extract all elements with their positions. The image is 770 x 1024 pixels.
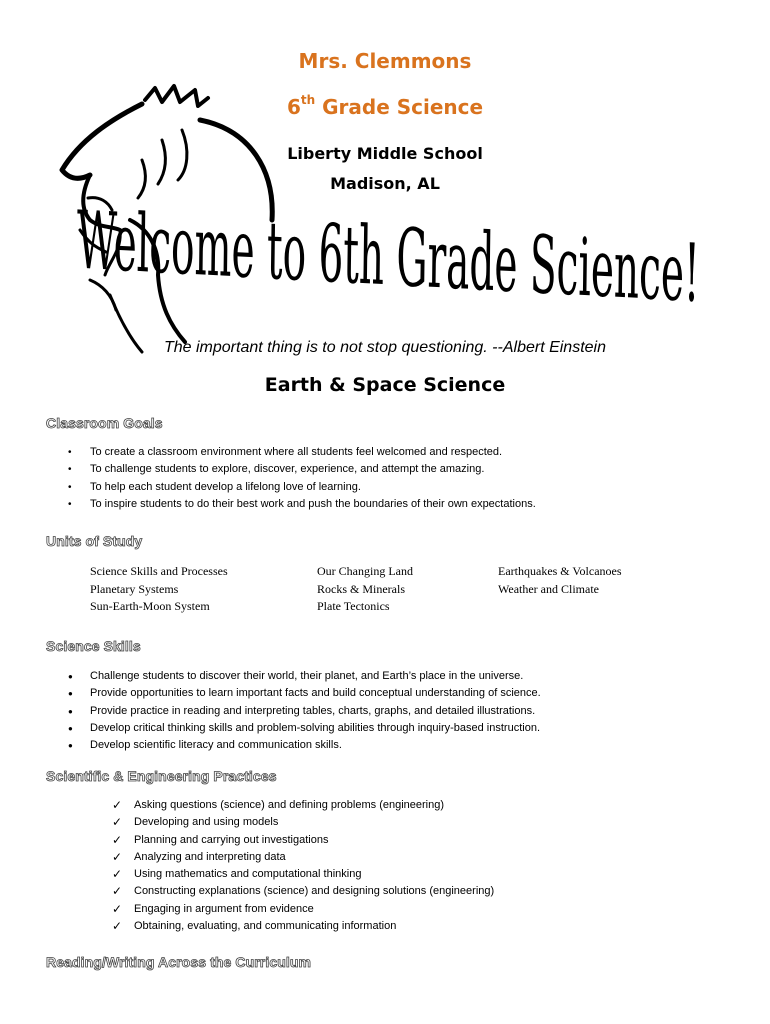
classroom-goals-heading: Classroom Goals [46, 415, 163, 431]
teacher-name: Mrs. Clemmons [298, 49, 472, 73]
units-column-2 [317, 563, 413, 616]
list-item: ✓ Developing and using models [112, 814, 494, 831]
unit-item: Rocks & Minerals [317, 581, 405, 596]
list-item: • To help each student develop a lifelong love of learning. [68, 479, 536, 496]
unit-item: Science Skills and Processes [90, 564, 228, 578]
unit-item: Our Changing Land [317, 564, 413, 578]
list-item: ✓ Engaging in argument from evidence [112, 901, 494, 918]
units-of-study-heading: Units of Study [46, 533, 143, 549]
grade-ordinal-suffix: th [300, 93, 316, 107]
unit-item: Earthquakes & Volcanoes [498, 564, 622, 578]
list-item: ✓ Using mathematics and computational thinking [112, 866, 494, 883]
grade-subject-text: Grade Science [315, 95, 484, 119]
list-item: ✓ Constructing explanations (science) and designing solutions (engineering) [112, 883, 494, 900]
list-item: ✓ Obtaining, evaluating, and communicating information [112, 918, 494, 935]
practices-list [112, 797, 494, 935]
list-item: ● Develop scientific literacy and communication skills. [68, 737, 541, 754]
welcome-banner-text: Welcome to 6th Grade Science! [76, 193, 701, 321]
list-item: • To create a classroom environment where all students feel welcomed and respected. [68, 444, 536, 461]
grade-subject-title [0, 95, 770, 119]
course-title: Earth & Space Science [264, 374, 506, 396]
welcome-banner [76, 193, 701, 321]
unit-item: Plate Tectonics [317, 599, 390, 613]
science-skills-list [68, 668, 541, 754]
classroom-goals-list [68, 444, 536, 513]
list-item: ● Provide opportunities to learn important facts and build conceptual understanding of science. [68, 685, 541, 702]
school-location: Madison, AL [330, 174, 440, 193]
unit-item: Planetary Systems [90, 581, 179, 596]
unit-item: Weather and Climate [498, 581, 599, 596]
list-item: ● Develop critical thinking skills and problem-solving abilities through inquiry-based instruction. [68, 720, 541, 737]
list-item: ✓ Planning and carrying out investigations [112, 832, 494, 849]
list-item: • To challenge students to explore, discover, experience, and attempt the amazing. [68, 461, 536, 478]
school-name: Liberty Middle School [287, 144, 483, 163]
list-item: ● Challenge students to discover their world, their planet, and Earth’s place in the universe. [68, 668, 541, 685]
units-column-1 [90, 563, 228, 616]
list-item: ✓ Asking questions (science) and defining problems (engineering) [112, 797, 494, 814]
reading-writing-heading: Reading/Writing Across the Curriculum [46, 954, 312, 970]
einstein-quote: The important thing is to not stop questioning. --Albert Einstein [163, 339, 606, 356]
list-item: • To inspire students to do their best work and push the boundaries of their own expectations. [68, 496, 536, 513]
practices-heading: Scientific & Engineering Practices [46, 768, 277, 784]
unit-item: Sun-Earth-Moon System [90, 599, 210, 613]
units-column-3 [498, 563, 622, 598]
list-item: ✓ Analyzing and interpreting data [112, 849, 494, 866]
list-item: ● Provide practice in reading and interpreting tables, charts, graphs, and detailed illustrations. [68, 703, 541, 720]
science-skills-heading: Science Skills [46, 638, 141, 654]
grade-number: 6 [286, 95, 301, 119]
